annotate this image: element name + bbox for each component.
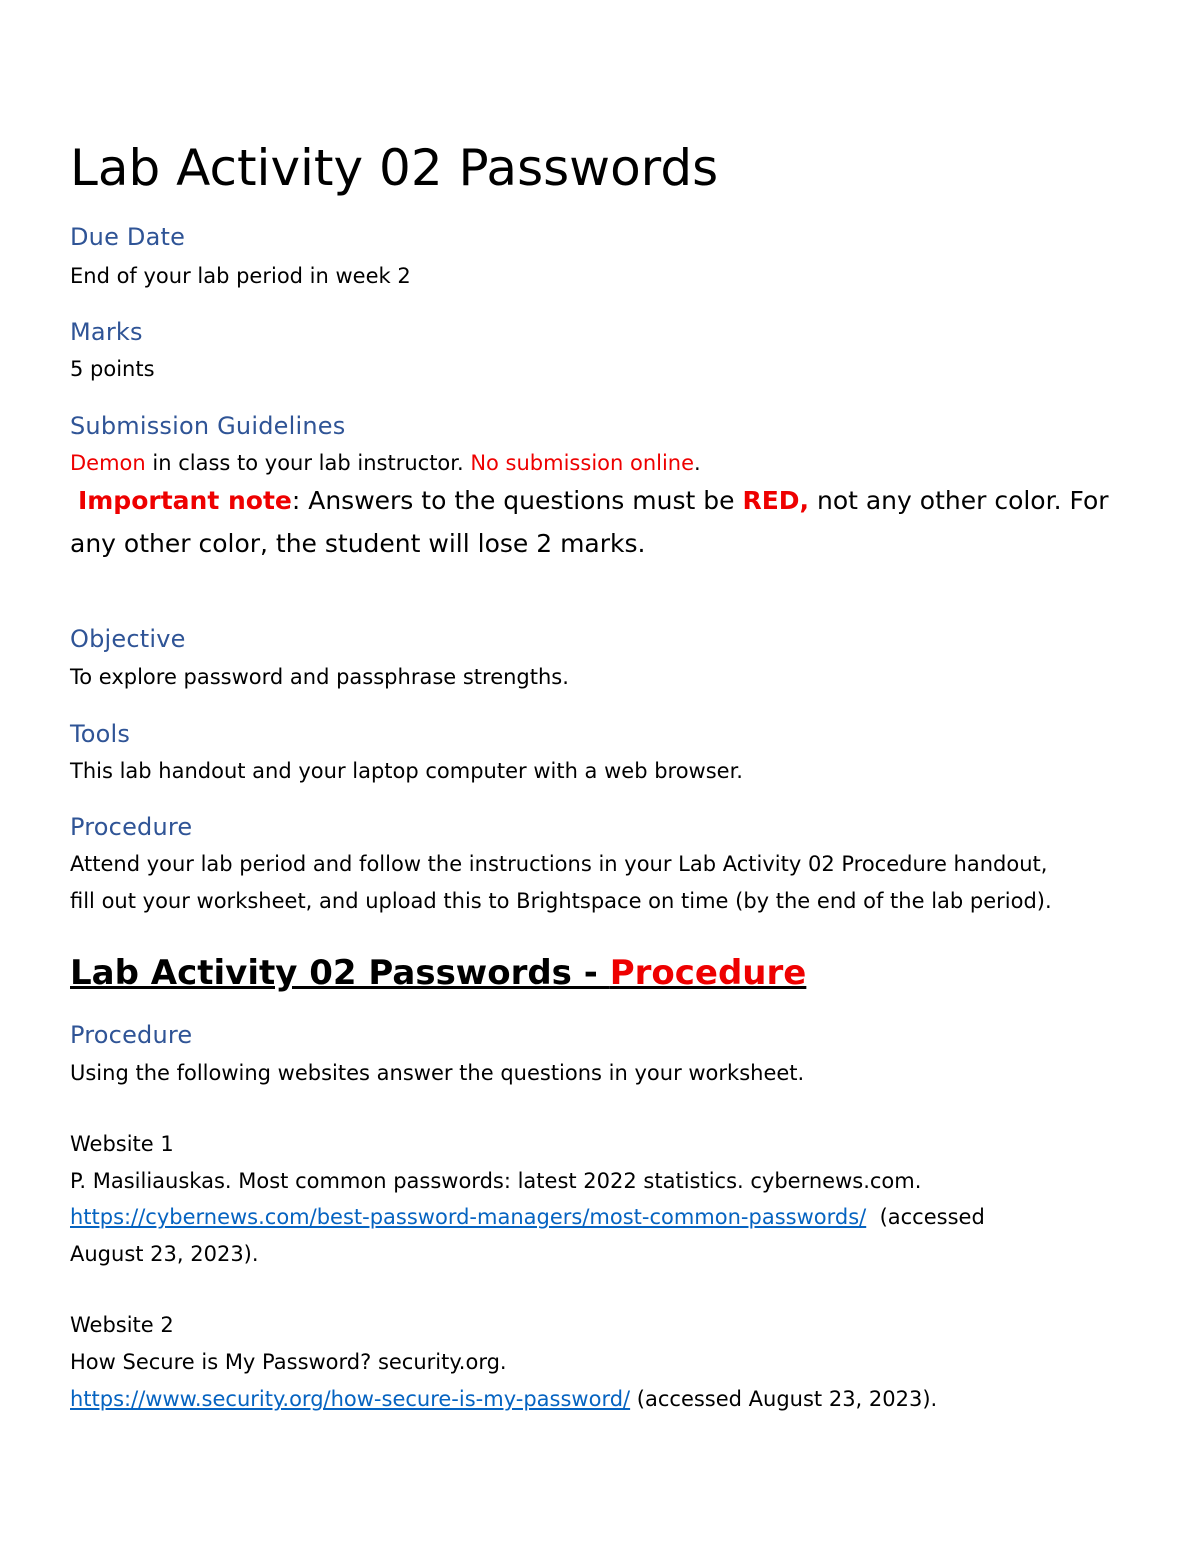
objective-heading: Objective [70,625,186,653]
important-note-label: Important note [77,486,292,515]
marks-text: 5 points [70,357,155,381]
tools-text: This lab handout and your laptop computer with a web browser. [70,759,743,783]
demon-text: Demon [70,451,146,475]
important-note-text-1: : Answers to the questions must be [291,486,743,515]
due-date-text: End of your lab period in week 2 [70,264,411,288]
website-2-link[interactable]: https://www.security.org/how-secure-is-my-password/ [70,1387,631,1411]
important-note [70,479,1130,565]
due-date-heading: Due Date [70,223,186,251]
website-2-label: Website 2 [70,1313,174,1337]
submission-line [70,449,701,477]
procedure-section-title-main: Lab Activity 02 Passwords - [70,953,610,993]
submission-mid-text: in class to your lab instructor. [145,451,471,475]
procedure-section-title-red: Procedure [609,953,807,993]
submission-heading: Submission Guidelines [70,412,346,440]
procedure-2-heading: Procedure [70,1021,193,1049]
tools-heading: Tools [70,720,131,748]
website-1-url-line [70,1203,985,1231]
procedure-section-title [70,950,806,996]
website-2-accessed: (accessed August 23, 2023). [630,1387,938,1411]
red-word: RED, [742,486,810,515]
website-2-url-line [70,1385,937,1413]
objective-text: To explore password and passphrase strengths. [70,665,569,689]
procedure-intro: Using the following websites answer the questions in your worksheet. [70,1061,805,1085]
no-submission-online-text: No submission online [470,451,695,475]
website-1-label: Website 1 [70,1132,174,1156]
marks-heading: Marks [70,318,143,346]
procedure-line-2: fill out your worksheet, and upload this to Brightspace on time (by the end of the lab period). [70,889,1052,913]
page-title: Lab Activity 02 Passwords [70,139,719,197]
procedure-heading: Procedure [70,813,193,841]
website-1-accessed-2: August 23, 2023). [70,1242,259,1266]
website-1-link[interactable]: https://cybernews.com/best-password-managers/most-common-passwords/ [70,1205,867,1229]
website-2-citation: How Secure is My Password? security.org. [70,1350,507,1374]
website-1-accessed-1: (accessed [866,1205,985,1229]
submission-end-text: . [694,451,701,475]
website-1-citation: P. Masiliauskas. Most common passwords: latest 2022 statistics. cybernews.com. [70,1169,922,1193]
procedure-line-1: Attend your lab period and follow the instructions in your Lab Activity 02 Procedure handout, [70,852,1048,876]
important-note-text-2: not any other color. For any other color, the student will lose 2 marks. [70,486,1109,558]
